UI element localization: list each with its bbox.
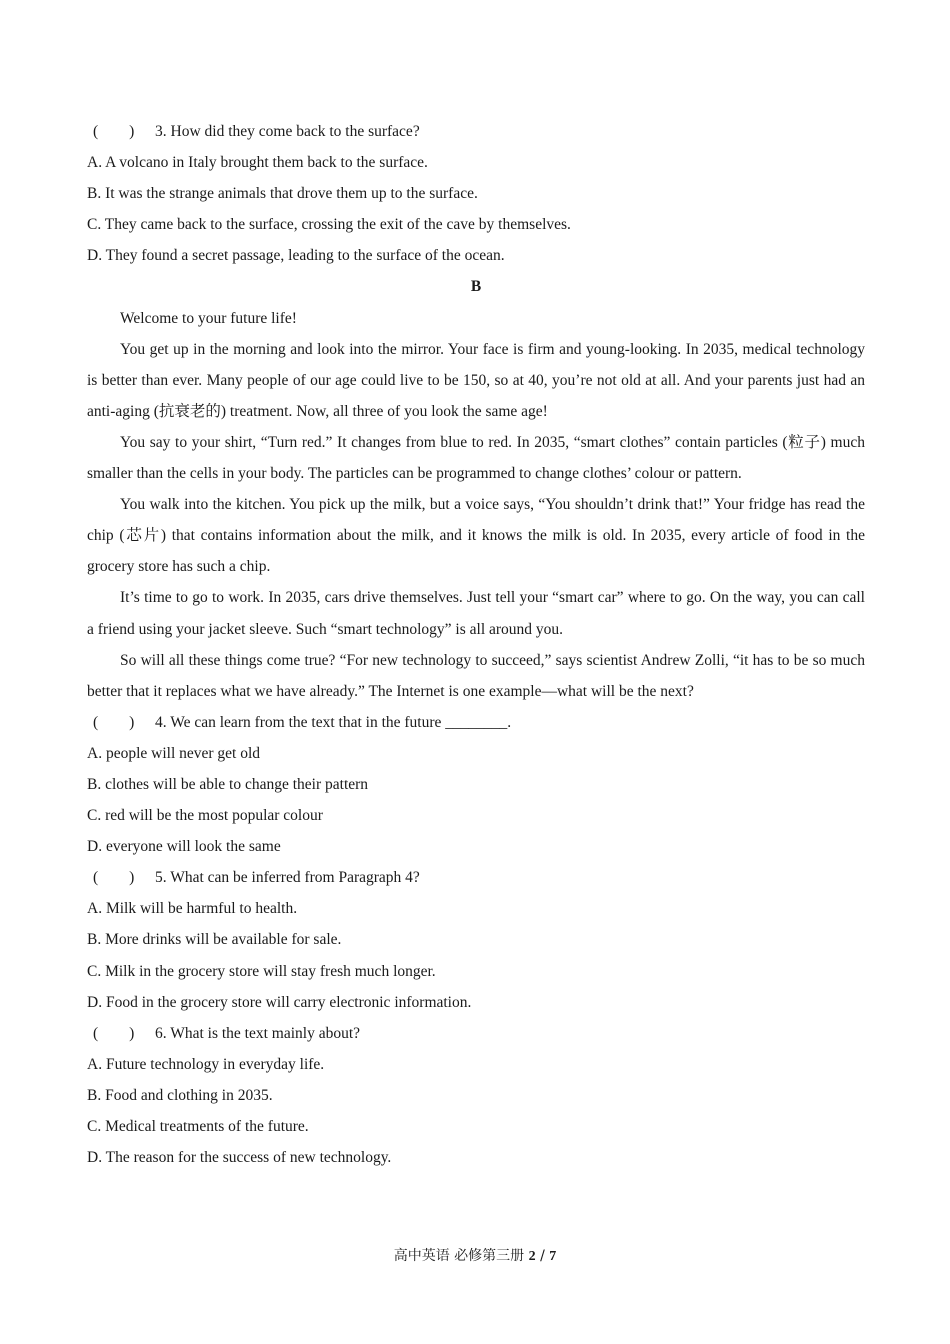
footer-total-pages: 7 <box>549 1249 557 1264</box>
answer-blank: ( ) <box>93 123 135 140</box>
question-4-option-d: D. everyone will look the same <box>87 838 281 856</box>
footer-page-number: 2 <box>528 1249 536 1264</box>
question-5 <box>87 862 865 893</box>
question-3-option-c: C. They came back to the surface, crossing the exit of the cave by themselves. <box>87 216 571 234</box>
answer-blank: ( ) <box>93 869 135 887</box>
question-5-option-b: B. More drinks will be available for sale. <box>87 931 342 949</box>
question-4-stem: 4. We can learn from the text that in the future ________. <box>155 713 512 731</box>
question-5-stem: 5. What can be inferred from Paragraph 4? <box>155 869 420 887</box>
answer-blank: ( ) <box>93 1024 135 1042</box>
question-3 <box>87 116 865 147</box>
passage-paragraph-2: You get up in the morning and look into the mirror. Your face is firm and young-looking. In 2035, medical technology is better than ever. Many people of our age could live to be 150, so at 40, you’re not old at all. And your parents just had an anti-aging (抗衰老的) treatment. Now, all three of you look the same age! <box>87 340 865 420</box>
page-content <box>87 116 865 1173</box>
question-3-option-a: A. A volcano in Italy brought them back to the surface. <box>87 154 428 172</box>
page-footer <box>0 1245 950 1265</box>
question-4-option-b: B. clothes will be able to change their pattern <box>87 775 369 793</box>
passage-paragraph-3: You say to your shirt, “Turn red.” It changes from blue to red. In 2035, “smart clothes” contain particles (粒子) much smaller than the cells in your body. The particles can be programmed to change clothes’ colour or pattern. <box>87 433 865 483</box>
passage-paragraph-1: Welcome to your future life! <box>120 309 297 327</box>
question-4-option-a: A. people will never get old <box>87 744 261 762</box>
question-3-stem: 3. How did they come back to the surface? <box>155 123 420 140</box>
question-4 <box>87 707 865 738</box>
section-heading-b: B <box>470 278 482 296</box>
question-6-option-c: C. Medical treatments of the future. <box>87 1118 309 1135</box>
question-5-option-c: C. Milk in the grocery store will stay fresh much longer. <box>87 962 436 980</box>
question-3-option-b: B. It was the strange animals that drove them up to the surface. <box>87 185 478 203</box>
passage-paragraph-6: So will all these things come true? “For new technology to succeed,” says scientist Andrew Zolli, “it has to be so much better that it replaces what we have already.” The Internet is one example—what will be the next? <box>87 651 865 700</box>
footer-separator: / <box>540 1248 545 1264</box>
question-3-option-d: D. They found a secret passage, leading to the surface of the ocean. <box>87 247 505 265</box>
question-6-option-a: A. Future technology in everyday life. <box>87 1055 325 1073</box>
question-4-option-c: C. red will be the most popular colour <box>87 807 323 825</box>
passage-paragraph-5: It’s time to go to work. In 2035, cars drive themselves. Just tell your “smart car” where to go. On the way, you can call a friend using your jacket sleeve. Such “smart technology” is all around you. <box>87 589 865 638</box>
passage-paragraph-4: You walk into the kitchen. You pick up the milk, but a voice says, “You shouldn’t drink that!” Your fridge has read the chip (芯片) that contains information about the milk, and it knows the milk is old. In 2035, every article of food in the grocery store has such a chip. <box>87 496 865 576</box>
footer-title: 高中英语 必修第三册 <box>393 1248 525 1264</box>
question-5-option-a: A. Milk will be harmful to health. <box>87 900 298 918</box>
question-6-option-d: D. The reason for the success of new technology. <box>87 1149 392 1167</box>
question-6-stem: 6. What is the text mainly about? <box>155 1024 361 1042</box>
question-5-option-d: D. Food in the grocery store will carry electronic information. <box>87 993 472 1011</box>
question-6 <box>87 1018 865 1049</box>
answer-blank: ( ) <box>93 713 135 731</box>
question-6-option-b: B. Food and clothing in 2035. <box>87 1086 273 1104</box>
